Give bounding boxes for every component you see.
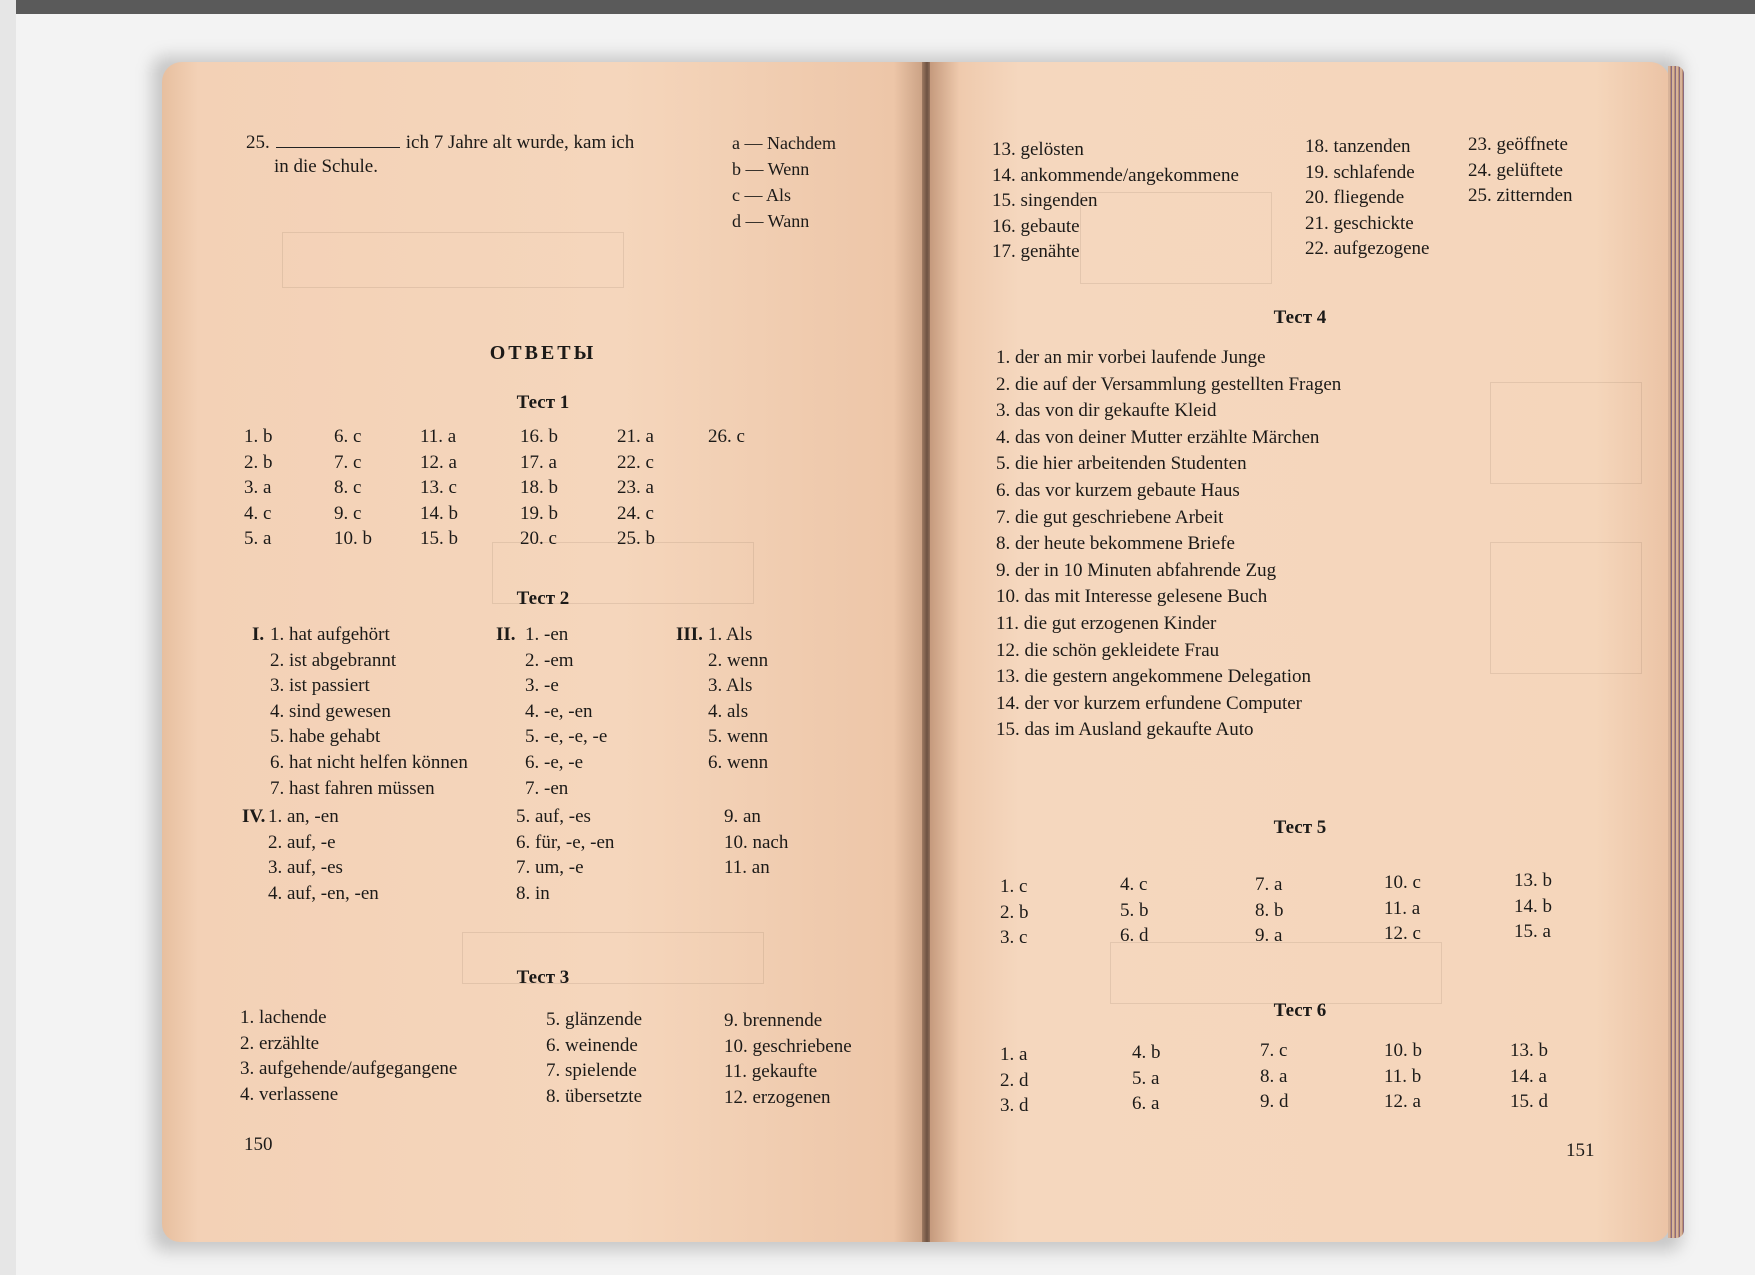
answer-item: 15. b [420, 528, 458, 550]
answer-item: 8. a [1260, 1065, 1288, 1087]
test3-col3 [724, 1008, 852, 1110]
answer-item: 11. gekaufte [724, 1061, 818, 1083]
test5-column [1514, 868, 1552, 945]
answer-item: 22. c [617, 451, 654, 473]
answer-item: 4. das von deiner Mutter erzählte Märchen [996, 426, 1320, 448]
answer-item: 21. a [617, 426, 654, 447]
test5-column [1000, 874, 1029, 951]
test5-column [1384, 870, 1421, 947]
answer-item: 14. b [1514, 895, 1552, 917]
option-c: c — Als [732, 185, 792, 205]
test6-column [1132, 1040, 1161, 1117]
answer-item: 7. um, -e [516, 857, 584, 879]
answer-item: 10. geschriebene [724, 1035, 852, 1057]
test1-title: Тест 1 [516, 392, 570, 413]
answer-item: 9. brennende [724, 1010, 823, 1031]
answer-item: 2. wenn [708, 649, 769, 671]
answer-item: 2. -em [525, 649, 574, 671]
answer-item: 1. b [244, 426, 273, 447]
roman-numeral: I. [252, 624, 265, 645]
roman-numeral: IV. [242, 806, 266, 827]
answer-item: 8. der heute bekommene Briefe [996, 533, 1235, 555]
answer-item: 18. tanzenden [1305, 136, 1411, 157]
answer-item: 7. -en [525, 777, 569, 799]
show-through-mark [1490, 542, 1642, 674]
answer-item: 5. glänzende [546, 1009, 643, 1030]
test6-column [1510, 1038, 1548, 1115]
answer-item: 14. der vor kurzem erfundene Computer [996, 692, 1303, 714]
answer-item: 15. a [1514, 921, 1551, 943]
test2-section-iv-col2 [516, 804, 614, 906]
answer-item: 6. das vor kurzem gebaute Haus [996, 479, 1240, 501]
left-page [162, 62, 924, 1242]
roman-numeral: II. [496, 624, 516, 645]
answer-item: 13. c [420, 477, 457, 499]
answer-item: 5. b [1120, 899, 1149, 921]
answer-item: 4. c [244, 502, 272, 524]
answer-item: 7. die gut geschriebene Arbeit [996, 506, 1224, 528]
answer-item: 12. c [1384, 923, 1421, 945]
answer-item: 3. -e [525, 675, 559, 697]
question-number: 25. [246, 132, 270, 153]
answer-item: 3. a [244, 477, 272, 499]
answer-item: 1. -en [525, 624, 569, 645]
answer-item: 11. die gut erzogenen Kinder [996, 612, 1217, 634]
question-25 [246, 129, 634, 156]
answer-blank [276, 129, 400, 148]
answer-item: 9. c [334, 502, 362, 524]
answer-item: 2. b [1000, 901, 1029, 923]
answer-item: 2. auf, -e [268, 831, 336, 853]
test1-column [708, 424, 745, 450]
answer-item: 14. a [1510, 1065, 1547, 1087]
answer-item: 25. b [617, 528, 655, 550]
test5-title: Тест 5 [1273, 817, 1327, 838]
answer-item: 2. b [244, 451, 273, 473]
answer-item: 8. in [516, 882, 550, 904]
test3-continued-col2 [1305, 134, 1430, 262]
answer-item: 10. nach [724, 831, 789, 853]
scan-border-left [0, 0, 16, 1275]
test6-column [1000, 1042, 1029, 1119]
answer-item: 6. hat nicht helfen können [270, 751, 468, 773]
answer-item: 9. an [724, 806, 761, 827]
answer-item: 16. b [520, 426, 558, 447]
answer-item: 15. das im Ausland gekaufte Auto [996, 719, 1254, 741]
answer-item: 10. das mit Interesse gelesene Buch [996, 586, 1268, 608]
answer-item: 12. die schön gekleidete Frau [996, 639, 1220, 661]
answer-item: 1. lachende [240, 1007, 327, 1028]
answer-item: 4. auf, -en, -en [268, 882, 379, 904]
answer-item: 11. an [724, 857, 770, 879]
answer-item: 4. b [1132, 1042, 1161, 1063]
test6-title: Тест 6 [1273, 1000, 1327, 1021]
option-a: a — Nachdem [732, 133, 836, 153]
answer-item: 20. fliegende [1305, 187, 1405, 209]
test2-section-i [270, 622, 468, 801]
answer-item: 7. hast fahren müssen [270, 777, 435, 799]
answer-item: 6. weinende [546, 1034, 638, 1056]
page-number: 150 [244, 1134, 273, 1155]
test2-section-iv-col3 [724, 804, 788, 881]
answer-item: 1. c [1000, 876, 1028, 897]
right-page [930, 62, 1670, 1242]
answer-item: 11. b [1384, 1065, 1422, 1087]
answer-item: 13. b [1510, 1040, 1548, 1061]
answer-item: 3. ist passiert [270, 675, 370, 697]
answer-item: 3. d [1000, 1095, 1029, 1117]
test3-continued-col3 [1468, 132, 1572, 209]
scan-border-top [0, 0, 1755, 14]
test6-column [1384, 1038, 1422, 1115]
answer-item: 24. c [617, 502, 654, 524]
test2-section-ii [525, 622, 607, 801]
answer-item: 11. a [1384, 897, 1421, 919]
answer-item: 8. übersetzte [546, 1085, 643, 1107]
answer-item: 4. als [708, 700, 749, 722]
answer-item: 7. a [1255, 874, 1283, 895]
answer-item: 3. das von dir gekaufte Kleid [996, 400, 1217, 422]
page-number: 151 [1566, 1140, 1595, 1161]
answer-item: 10. b [1384, 1040, 1422, 1061]
test4-title: Тест 4 [1273, 307, 1327, 328]
answer-item: 7. c [1260, 1040, 1288, 1061]
answer-item: 6. a [1132, 1093, 1160, 1115]
answer-item: 13. die gestern angekommene Delegation [996, 666, 1311, 688]
answer-item: 2. d [1000, 1069, 1029, 1091]
answer-item: 6. c [334, 426, 362, 447]
answers-heading: ОТВЕТЫ [489, 342, 597, 364]
answer-item: 19. b [520, 502, 558, 524]
answer-item: 6. für, -e, -en [516, 831, 615, 853]
answer-item: 5. a [1132, 1067, 1160, 1089]
test5-column [1255, 872, 1284, 949]
option-d: d — Wann [732, 211, 810, 231]
test1-column [617, 424, 655, 552]
test6-column [1260, 1038, 1289, 1115]
answer-item: 1. Als [708, 624, 753, 645]
test1-column [334, 424, 372, 552]
answer-item: 13. b [1514, 870, 1552, 891]
answer-item: 9. a [1255, 925, 1283, 947]
test1-column [420, 424, 458, 552]
test2-section-ii-label [496, 622, 516, 648]
answer-item: 15. singenden [992, 190, 1098, 212]
answer-item: 6. wenn [708, 751, 769, 773]
answer-item: 2. die auf der Versammlung gestellten Fragen [996, 373, 1342, 395]
answer-item: 25. zitternden [1468, 185, 1573, 207]
page-edges [1668, 66, 1684, 1238]
test2-title: Тест 2 [516, 588, 570, 609]
answer-item: 9. der in 10 Minuten abfahrende Zug [996, 559, 1277, 581]
answer-item: 1. a [1000, 1044, 1028, 1065]
test5-column [1120, 872, 1149, 949]
test2-section-iv-col1 [268, 804, 379, 906]
answer-item: 5. die hier arbeitenden Studenten [996, 453, 1247, 475]
answer-item: 5. a [244, 528, 272, 550]
question-text-continued: in die Schule. [274, 156, 378, 177]
test1-column [244, 424, 273, 552]
answer-item: 5. habe gehabt [270, 726, 381, 748]
answer-item: 5. -e, -e, -e [525, 726, 608, 748]
answer-item: 26. c [708, 426, 745, 447]
answer-item: 11. a [420, 426, 457, 447]
answer-item: 12. a [420, 451, 457, 473]
test3-title: Тест 3 [516, 967, 570, 988]
test2-section-iii [708, 622, 768, 776]
test3-col2 [546, 1007, 642, 1109]
answer-item: 4. verlassene [240, 1083, 339, 1105]
answer-item: 2. ist abgebrannt [270, 649, 397, 671]
option-b: b — Wenn [732, 159, 810, 179]
answer-item: 3. c [1000, 927, 1028, 949]
answer-item: 4. c [1120, 874, 1148, 895]
answer-item: 1. an, -en [268, 806, 339, 827]
answer-item: 16. gebaute [992, 215, 1080, 237]
test2-section-iii-label [676, 622, 703, 648]
answer-item: 10. b [334, 528, 372, 550]
answer-item: 6. d [1120, 925, 1149, 947]
test3-col1 [240, 1005, 457, 1107]
test1-column [520, 424, 558, 552]
answer-item: 14. b [420, 502, 458, 524]
answer-item: 7. c [334, 451, 362, 473]
answer-item: 17. a [520, 451, 557, 473]
answer-item: 21. geschickte [1305, 212, 1414, 234]
answer-item: 10. c [1384, 872, 1421, 893]
answer-options [732, 130, 836, 234]
answer-item: 12. a [1384, 1091, 1421, 1113]
answer-item: 22. aufgezogene [1305, 238, 1430, 260]
answer-item: 15. d [1510, 1091, 1548, 1113]
answer-item: 8. c [334, 477, 362, 499]
answer-item: 19. schlafende [1305, 161, 1415, 183]
answer-item: 20. c [520, 528, 557, 550]
answer-item: 14. ankommende/angekommene [992, 164, 1239, 186]
roman-numeral: III. [676, 624, 703, 645]
answer-item: 8. b [1255, 899, 1284, 921]
test2-section-iv-label [242, 804, 265, 830]
answer-item: 12. erzogenen [724, 1086, 831, 1108]
answer-item: 18. b [520, 477, 558, 499]
answer-item: 24. gelüftete [1468, 159, 1563, 181]
answer-item: 4. sind gewesen [270, 700, 391, 722]
answer-item: 2. erzählte [240, 1032, 320, 1054]
test2-section-i-label [252, 622, 264, 648]
answer-item: 23. geöffnete [1468, 134, 1568, 155]
answer-item: 13. gelösten [992, 139, 1084, 160]
show-through-mark [1490, 382, 1642, 484]
test3-continued-col1 [992, 137, 1239, 265]
answer-item: 9. d [1260, 1091, 1289, 1113]
answer-item: 3. aufgehende/aufgegangene [240, 1058, 458, 1080]
show-through-mark [282, 232, 624, 288]
answer-item: 3. auf, -es [268, 857, 343, 879]
answer-item: 3. Als [708, 675, 753, 697]
answer-item: 1. der an mir vorbei laufende Junge [996, 347, 1266, 368]
answer-item: 4. -e, -en [525, 700, 593, 722]
answer-item: 23. a [617, 477, 654, 499]
answer-item: 17. genähte [992, 241, 1080, 263]
answer-item: 7. spielende [546, 1060, 637, 1082]
answer-item: 6. -e, -e [525, 751, 584, 773]
answer-item: 1. hat aufgehört [270, 624, 390, 645]
question-text: ich 7 Jahre alt wurde, kam ich [405, 132, 635, 153]
answer-item: 5. wenn [708, 726, 769, 748]
answer-item: 5. auf, -es [516, 806, 591, 827]
show-through-mark [1110, 942, 1442, 1004]
test4-list [996, 345, 1341, 744]
